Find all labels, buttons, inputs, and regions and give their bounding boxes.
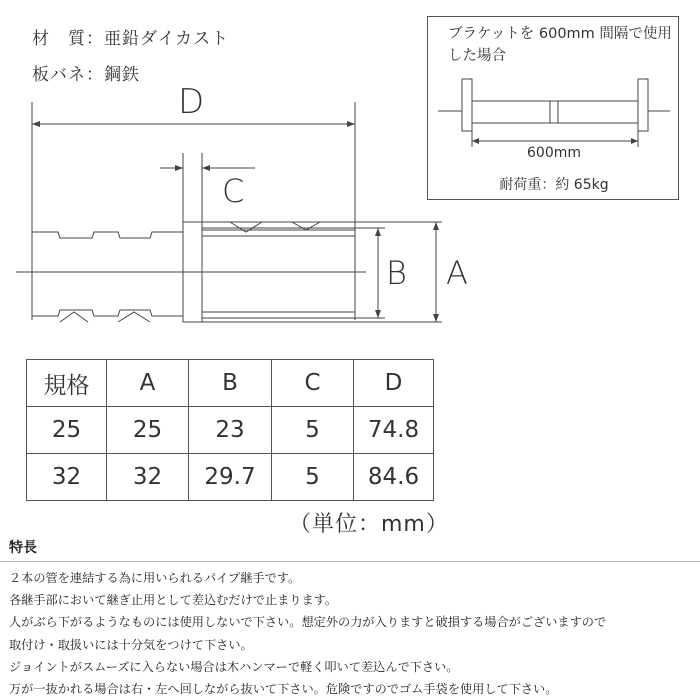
table-cell: 25 xyxy=(107,407,189,454)
dimension-c-label: C xyxy=(222,172,245,210)
bracket-spacing-label: 600mm xyxy=(527,145,581,161)
table-header-cell: B xyxy=(189,360,272,407)
features-divider xyxy=(0,561,700,562)
dimension-d-label: D xyxy=(178,82,205,122)
list-item: ジョイントがスムーズに入らない場合は木ハンマーで軽く叩いて差込んで下さい。 xyxy=(9,659,459,674)
bracket-left xyxy=(462,79,472,131)
bracket-right xyxy=(638,79,648,131)
table-header-cell: 規格 xyxy=(27,360,107,407)
pipe xyxy=(472,101,638,123)
table-cell: 74.8 xyxy=(354,407,434,454)
table-cell: 29.7 xyxy=(189,454,272,501)
bracket-title: ブラケットを 600mm 間隔で使用した場合 xyxy=(448,26,672,64)
table-cell: 5 xyxy=(272,454,354,501)
bracket-usage-box xyxy=(427,16,679,200)
table-header-cell: C xyxy=(272,360,354,407)
table-header-cell: D xyxy=(354,360,434,407)
joint-right-body xyxy=(202,230,355,318)
features-list xyxy=(9,567,606,700)
table-cell: 84.6 xyxy=(354,454,434,501)
material-value: 亜鉛ダイカスト xyxy=(104,29,230,49)
material-spec xyxy=(32,24,229,49)
table-cell: 23 xyxy=(189,407,272,454)
dimension-a-label: A xyxy=(446,254,468,292)
spring-value: 鋼鉄 xyxy=(104,65,140,85)
list-item: 万が一抜かれる場合は右・左へ回しながら抜いて下さい。危険ですのでゴム手袋を使用して下さい。 xyxy=(9,681,558,696)
unit-note: （単位：mm） xyxy=(289,512,449,537)
list-item: 各継手部において継ぎ止用として差込むだけで止まります。 xyxy=(9,593,338,608)
load-capacity-label: 耐荷重：約 65kg xyxy=(499,177,609,193)
table-header-cell: A xyxy=(107,360,189,407)
table-cell: 32 xyxy=(27,454,107,501)
dimension-b-label: B xyxy=(386,254,407,292)
table-cell: 32 xyxy=(107,454,189,501)
table-row xyxy=(27,407,434,454)
list-item: ２本の管を連結する為に用いられるパイプ継手です。 xyxy=(9,571,301,585)
features-heading: 特長 xyxy=(9,540,37,556)
table-row xyxy=(27,454,434,501)
list-item: 取付け・取扱いには十分気をつけて下さい。 xyxy=(9,637,253,652)
joint-left-body xyxy=(32,232,183,316)
list-item: 人がぶら下がるようなものには使用しないで下さい。想定外の力が入りますと破損する場合がございますので xyxy=(9,615,607,630)
material-label: 材 質： xyxy=(32,29,104,49)
spring-label: 板バネ： xyxy=(32,65,104,85)
table-cell: 5 xyxy=(272,407,354,454)
joint-drawing xyxy=(0,80,480,340)
table-cell: 25 xyxy=(27,407,107,454)
dimension-table xyxy=(26,359,434,501)
table-header-row xyxy=(27,360,434,407)
